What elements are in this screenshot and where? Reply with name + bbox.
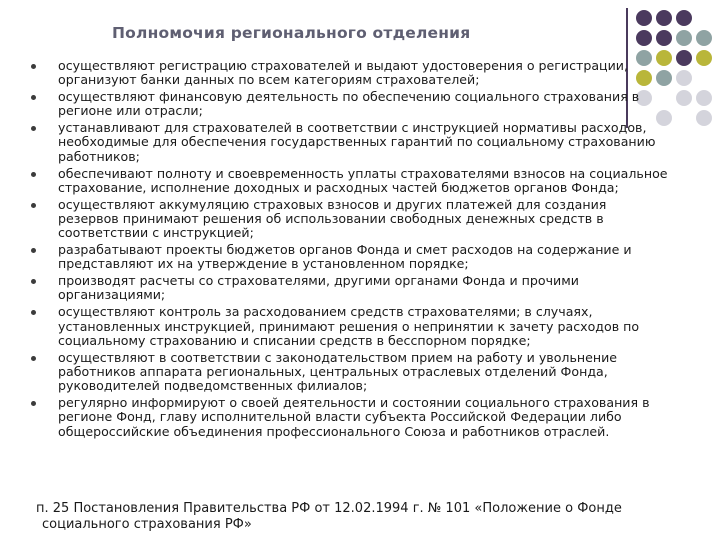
list-item: [30, 90, 670, 119]
decorative-dot: [676, 90, 692, 106]
bullet-dot-icon: [31, 172, 36, 177]
list-item: [30, 59, 670, 88]
decorative-dot: [676, 70, 692, 86]
source-footnote: п. 25 Постановления Правительства РФ от 12.02.1994 г. № 101 «Положение о Фонде социального страхования РФ»: [36, 501, 622, 532]
decorative-dot: [676, 10, 692, 26]
list-item-text: осуществляют регистрацию страхователей и выдают удостоверения о регистрации, организуют банки данных по всем категориям страхователей;: [58, 58, 628, 88]
decorative-dot: [676, 50, 692, 66]
list-item: [30, 167, 670, 196]
list-item-text: разрабатывают проекты бюджетов органов Фонда и смет расходов на содержание и представляют их на утверждение в установленном порядке;: [58, 242, 632, 272]
decorative-dot: [696, 110, 712, 126]
bullet-dot-icon: [31, 279, 36, 284]
decorative-dot: [636, 30, 652, 46]
slide-title: Полномочия регионального отделения: [112, 24, 471, 42]
bullet-dot-icon: [31, 64, 36, 69]
decorative-dot: [696, 70, 712, 86]
decorative-dot: [696, 10, 712, 26]
list-item-text: осуществляют контроль за расходованием средств страхователями; в случаях, установленных инструкцией, принимают решения о непринятии к зачету расходов по социальному страхованию и списании средств в бесспорном порядке;: [58, 304, 640, 348]
list-item: [30, 274, 670, 303]
bullet-dot-icon: [31, 126, 36, 131]
decorative-dot: [636, 10, 652, 26]
list-item: [30, 396, 670, 439]
list-item-text: осуществляют аккумуляцию страховых взносов и других платежей для создания резервов принимают решения об использовании свободных денежных средств в соответствии с инструкцией;: [58, 196, 607, 241]
powers-list: [30, 59, 670, 441]
list-item: [30, 243, 670, 272]
bullet-dot-icon: [31, 203, 36, 208]
decorative-dot: [696, 50, 712, 66]
bullet-dot-icon: [31, 248, 36, 253]
list-item-text: осуществляют в соответствии с законодательством прием на работу и увольнение работников аппарата региональных, центральных отраслевых отделений Фонда, руководителей подведомственных филиалов;: [58, 349, 618, 394]
bullet-dot-icon: [31, 310, 36, 315]
decorative-dot: [656, 30, 672, 46]
list-item: [30, 198, 670, 241]
list-item: [30, 351, 670, 394]
list-item: [30, 121, 670, 164]
decorative-dot: [656, 10, 672, 26]
decorative-dot: [676, 30, 692, 46]
decorative-dot: [676, 110, 692, 126]
list-item-text: обеспечивают полноту и своевременность уплаты страхователями взносов на социальное страхование, исполнение доходных и расходных частей бюджетов органов Фонда;: [58, 165, 668, 195]
list-item: [30, 305, 670, 348]
bullet-dot-icon: [31, 356, 36, 361]
decorative-dot: [696, 90, 712, 106]
list-item-text: устанавливают для страхователей в соответствии с инструкцией нормативы расходов, необходимые для обеспечения государственных гарантий по социальному страхованию работников;: [58, 120, 656, 164]
bullet-dot-icon: [31, 95, 36, 100]
list-item-text: регулярно информируют о своей деятельности и состоянии социального страхования в регионе Фонд, главу исполнительной власти субъекта Российской Федерации либо общероссийские объединения профессионального Союза и работников отраслей.: [58, 395, 650, 439]
list-item-text: осуществляют финансовую деятельность по обеспечению социального страхования в регионе или отрасли;: [58, 89, 640, 119]
decorative-dot: [696, 30, 712, 46]
list-item-text: производят расчеты со страхователями, другими органами Фонда и прочими организациями;: [58, 273, 579, 303]
bullet-dot-icon: [31, 401, 36, 406]
